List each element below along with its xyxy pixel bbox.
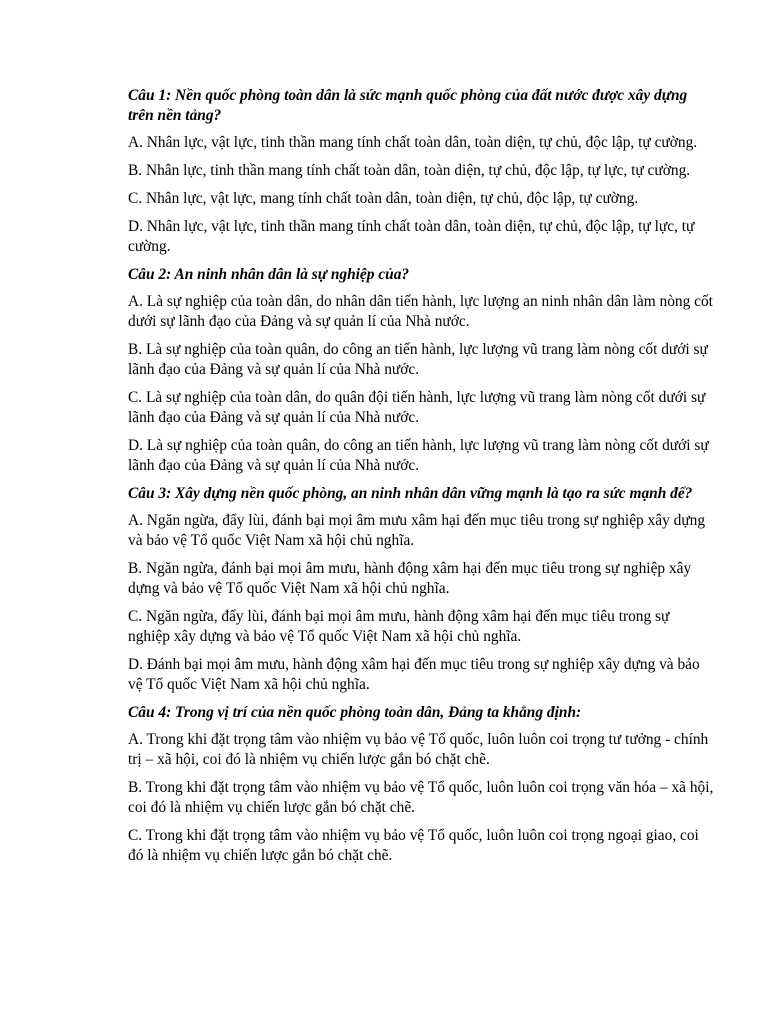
question-3 xyxy=(128,484,714,695)
answer-option-b: B. Trong khi đặt trọng tâm vào nhiệm vụ bảo vệ Tổ quốc, luôn luôn coi trọng văn hóa – xã hội, coi đó là nhiệm vụ chiến lược gắn bó chặt chẽ. xyxy=(128,779,714,816)
question-title: Câu 3: Xây dựng nền quốc phòng, an ninh nhân dân vững mạnh là tạo ra sức mạnh để? xyxy=(128,485,693,502)
answer-option-a: A. Trong khi đặt trọng tâm vào nhiệm vụ bảo vệ Tổ quốc, luôn luôn coi trọng tư tưởng - chính trị – xã hội, coi đó là nhiệm vụ chiến lược gắn bó chặt chẽ. xyxy=(128,731,709,768)
answer-option-c: C. Nhân lực, vật lực, mang tính chất toàn dân, toàn diện, tự chủ, độc lập, tự cường. xyxy=(128,190,639,207)
answer-option-a: A. Là sự nghiệp của toàn dân, do nhân dân tiến hành, lực lượng an ninh nhân dân làm nòng cốt dưới sự lãnh đạo của Đảng và sự quản lí của Nhà nước. xyxy=(128,293,713,330)
answer-option-b: B. Ngăn ngừa, đánh bại mọi âm mưu, hành động xâm hại đến mục tiêu trong sự nghiệp xây dựng và bảo vệ Tổ quốc Việt Nam xã hội chủ nghĩa. xyxy=(128,560,692,597)
answer-option-c: C. Là sự nghiệp của toàn dân, do quân đội tiến hành, lực lượng vũ trang làm nòng cốt dưới sự lãnh đạo của Đảng và sự quản lí của Nhà nước. xyxy=(128,389,706,426)
answer-option-a: A. Ngăn ngừa, đẩy lùi, đánh bại mọi âm mưu xâm hại đến mục tiêu trong sự nghiệp xây dựng và bảo vệ Tổ quốc Việt Nam xã hội chủ nghĩa. xyxy=(128,512,706,549)
answer-option-a: A. Nhân lực, vật lực, tinh thần mang tính chất toàn dân, toàn diện, tự chủ, độc lập, tự cường. xyxy=(128,134,698,151)
question-title: Câu 2: An ninh nhân dân là sự nghiệp của? xyxy=(128,266,410,283)
answer-option-c: C. Ngăn ngừa, đẩy lùi, đánh bại mọi âm mưu, hành động xâm hại đến mục tiêu trong sự nghiệp xây dựng và bảo vệ Tổ quốc Việt Nam xã hội chủ nghĩa. xyxy=(128,608,670,645)
answer-option-c: C. Trong khi đặt trọng tâm vào nhiệm vụ bảo vệ Tổ quốc, luôn luôn coi trọng ngoại giao, coi đó là nhiệm vụ chiến lược gắn bó chặt chẽ. xyxy=(128,827,699,864)
answer-option-d: D. Là sự nghiệp của toàn quân, do công an tiến hành, lực lượng vũ trang làm nòng cốt dưới sự lãnh đạo của Đảng và sự quản lí của Nhà nước. xyxy=(128,437,709,474)
question-4 xyxy=(128,703,714,866)
answer-option-b: B. Là sự nghiệp của toàn quân, do công an tiến hành, lực lượng vũ trang làm nòng cốt dưới sự lãnh đạo của Đảng và sự quản lí của Nhà nước. xyxy=(128,341,708,378)
answer-option-b: B. Nhân lực, tinh thần mang tính chất toàn dân, toàn diện, tự chủ, độc lập, tự lực, tự cường. xyxy=(128,162,691,179)
question-2 xyxy=(128,265,714,476)
answer-option-d: D. Nhân lực, vật lực, tinh thần mang tính chất toàn dân, toàn diện, tự chủ, độc lập, tự lực, tự cường. xyxy=(128,218,695,255)
document-page xyxy=(128,86,714,874)
question-title: Câu 4: Trong vị trí của nền quốc phòng toàn dân, Đảng ta khẳng định: xyxy=(128,704,582,721)
question-1 xyxy=(128,86,714,257)
question-title: Câu 1: Nền quốc phòng toàn dân là sức mạnh quốc phòng của đất nước được xây dựng trên nền tảng? xyxy=(128,87,688,124)
answer-option-d: D. Đánh bại mọi âm mưu, hành động xâm hại đến mục tiêu trong sự nghiệp xây dựng và bảo vệ Tổ quốc Việt Nam xã hội chủ nghĩa. xyxy=(128,656,700,693)
